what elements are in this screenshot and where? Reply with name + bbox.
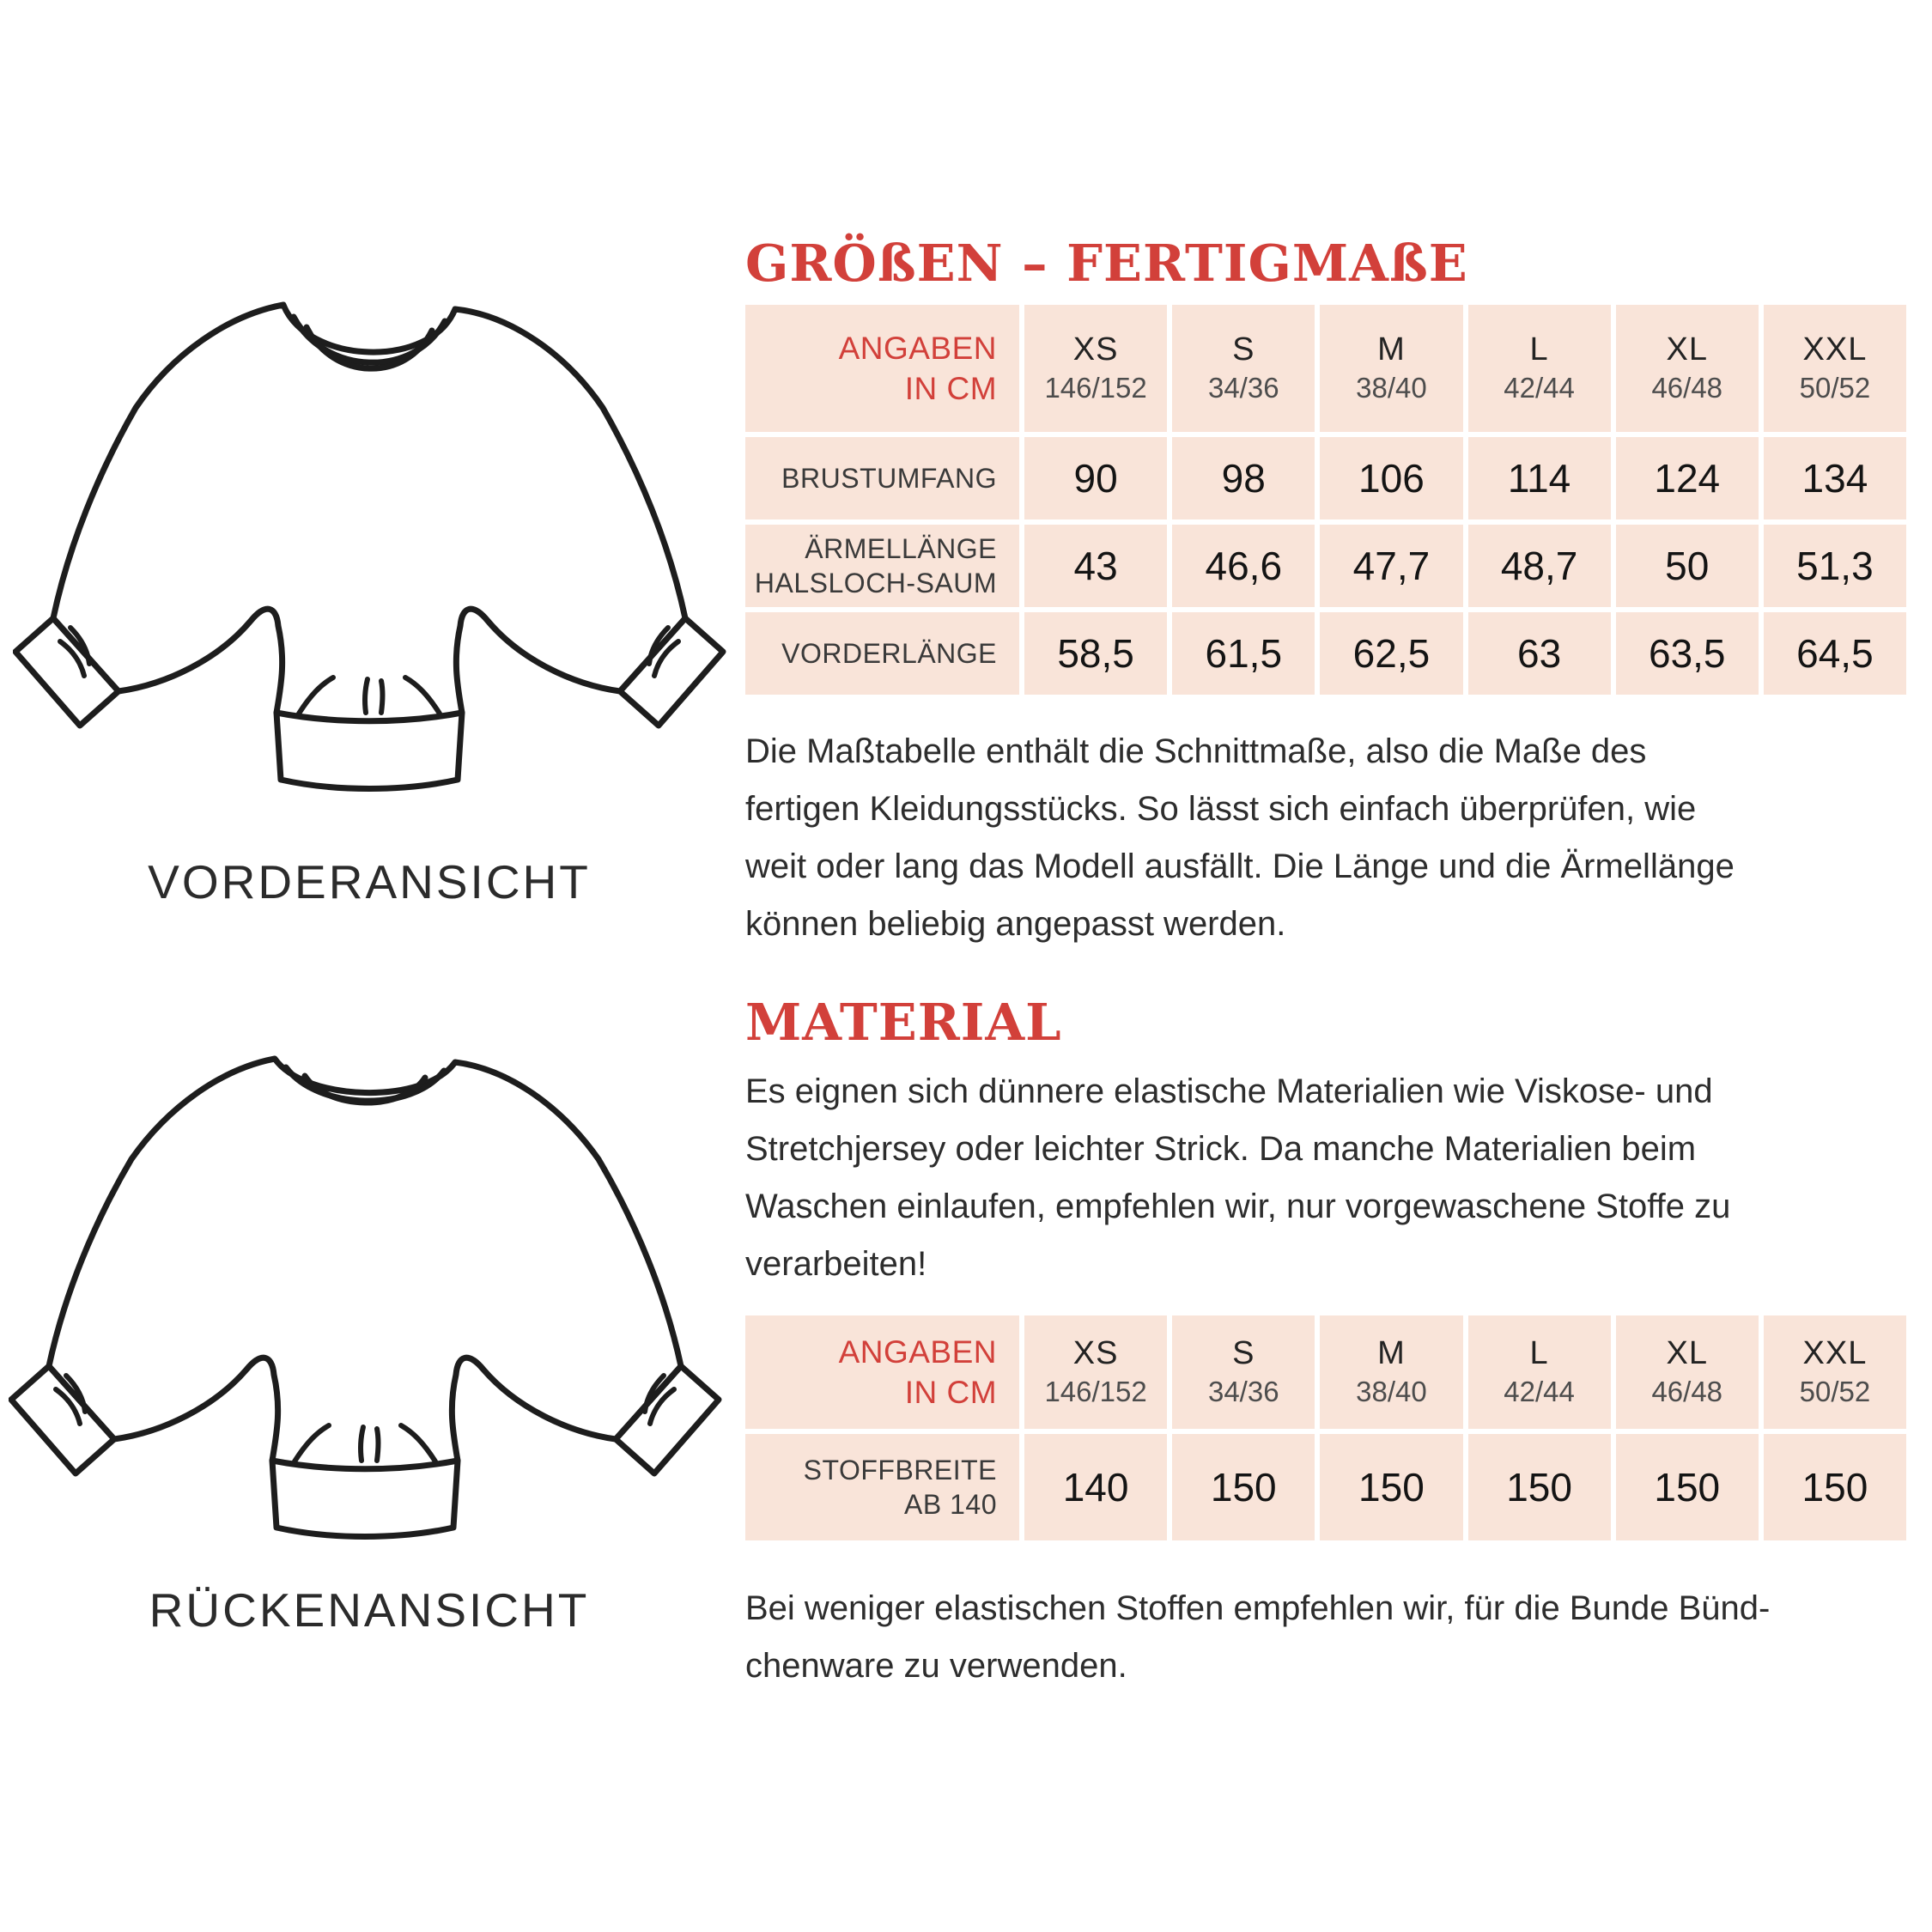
size-column-xxl: XXL 50/52 — [1764, 1315, 1906, 1429]
size-column-l: L 42/44 — [1468, 305, 1611, 432]
row-label-vorderlaenge: VORDERLÄNGE — [745, 612, 1019, 695]
material-section-title: MATERIAL — [745, 993, 1062, 1052]
fabric-table-corner: ANGABEN IN CM — [745, 1315, 1019, 1429]
row-label-aermellaenge: ÄRMELLÄNGE HALSLOCH-SAUM — [745, 525, 1019, 607]
front-view-line-drawing — [13, 279, 730, 850]
size-column-l: L 42/44 — [1468, 1315, 1611, 1429]
table-value: 140 — [1024, 1434, 1167, 1540]
table-value: 63 — [1468, 612, 1611, 695]
front-hem-band — [276, 713, 462, 789]
size-column-xl: XL 46/48 — [1616, 1315, 1759, 1429]
table-value: 48,7 — [1468, 525, 1611, 607]
table-value: 134 — [1764, 437, 1906, 519]
table-value: 124 — [1616, 437, 1759, 519]
table-value: 46,6 — [1172, 525, 1315, 607]
back-body-outline — [49, 1059, 681, 1469]
table-value: 51,3 — [1764, 525, 1906, 607]
table-value: 47,7 — [1320, 525, 1462, 607]
table-value: 150 — [1616, 1434, 1759, 1540]
back-view-line-drawing — [9, 1026, 726, 1580]
front-view-illustration — [13, 279, 730, 850]
table-value: 90 — [1024, 437, 1167, 519]
corner-line2: IN CM — [904, 371, 998, 406]
back-view-illustration — [9, 1026, 726, 1580]
fabric-note-paragraph: Bei weniger elastischen Stoffen empfehlen wir, für die Bunde Bünd- chenware zu verwenden. — [745, 1589, 1771, 1685]
table-value: 114 — [1468, 437, 1611, 519]
back-view-label: RÜCKENANSICHT — [149, 1583, 590, 1637]
table-value: 43 — [1024, 525, 1167, 607]
size-column-xs: XS 146/152 — [1024, 305, 1167, 432]
sizes-paragraph: Die Maßtabelle enthält die Schnittmaße, also die Maße des fertigen Kleidungsstücks. So lässt sich einfach überprüfen, wie weit oder lang das Modell ausfällt. Die Länge und die Ärmellänge können beliebig angepasst werden. — [745, 732, 1735, 943]
table-value: 150 — [1468, 1434, 1611, 1540]
table-value: 58,5 — [1024, 612, 1167, 695]
front-view-label: VORDERANSICHT — [148, 855, 591, 908]
size-column-m: M 38/40 — [1320, 305, 1462, 432]
sizes-table — [745, 305, 1906, 695]
table-value: 50 — [1616, 525, 1759, 607]
size-column-s: S 34/36 — [1172, 1315, 1315, 1429]
size-column-m: M 38/40 — [1320, 1315, 1462, 1429]
table-value: 98 — [1172, 437, 1315, 519]
back-hem-band — [272, 1461, 458, 1537]
table-value: 150 — [1764, 1434, 1906, 1540]
row-label-stoffbreite: STOFFBREITE AB 140 — [745, 1434, 1019, 1540]
table-value: 150 — [1172, 1434, 1315, 1540]
size-column-s: S 34/36 — [1172, 305, 1315, 432]
size-column-xl: XL 46/48 — [1616, 305, 1759, 432]
fabric-width-table — [745, 1315, 1906, 1540]
table-value: 150 — [1320, 1434, 1462, 1540]
size-column-xxl: XXL 50/52 — [1764, 305, 1906, 432]
corner-line1: ANGABEN — [838, 331, 998, 366]
table-value: 106 — [1320, 437, 1462, 519]
row-label-brustumfang: BRUSTUMFANG — [745, 437, 1019, 519]
size-column-xs: XS 146/152 — [1024, 1315, 1167, 1429]
sizes-table-corner — [745, 305, 1019, 432]
table-value: 61,5 — [1172, 612, 1315, 695]
table-value: 63,5 — [1616, 612, 1759, 695]
sizes-section-title: GRÖßEN – FERTIGMAßE — [745, 234, 1468, 293]
table-value: 64,5 — [1764, 612, 1906, 695]
material-paragraph: Es eignen sich dünnere elastische Materialien wie Viskose- und Stretchjersey oder leichter Strick. Da manche Materialien beim Waschen einlaufen, empfehlen wir, nur vorgewaschene Stoffe zu verarbeiten! — [745, 1072, 1731, 1283]
table-value: 62,5 — [1320, 612, 1462, 695]
